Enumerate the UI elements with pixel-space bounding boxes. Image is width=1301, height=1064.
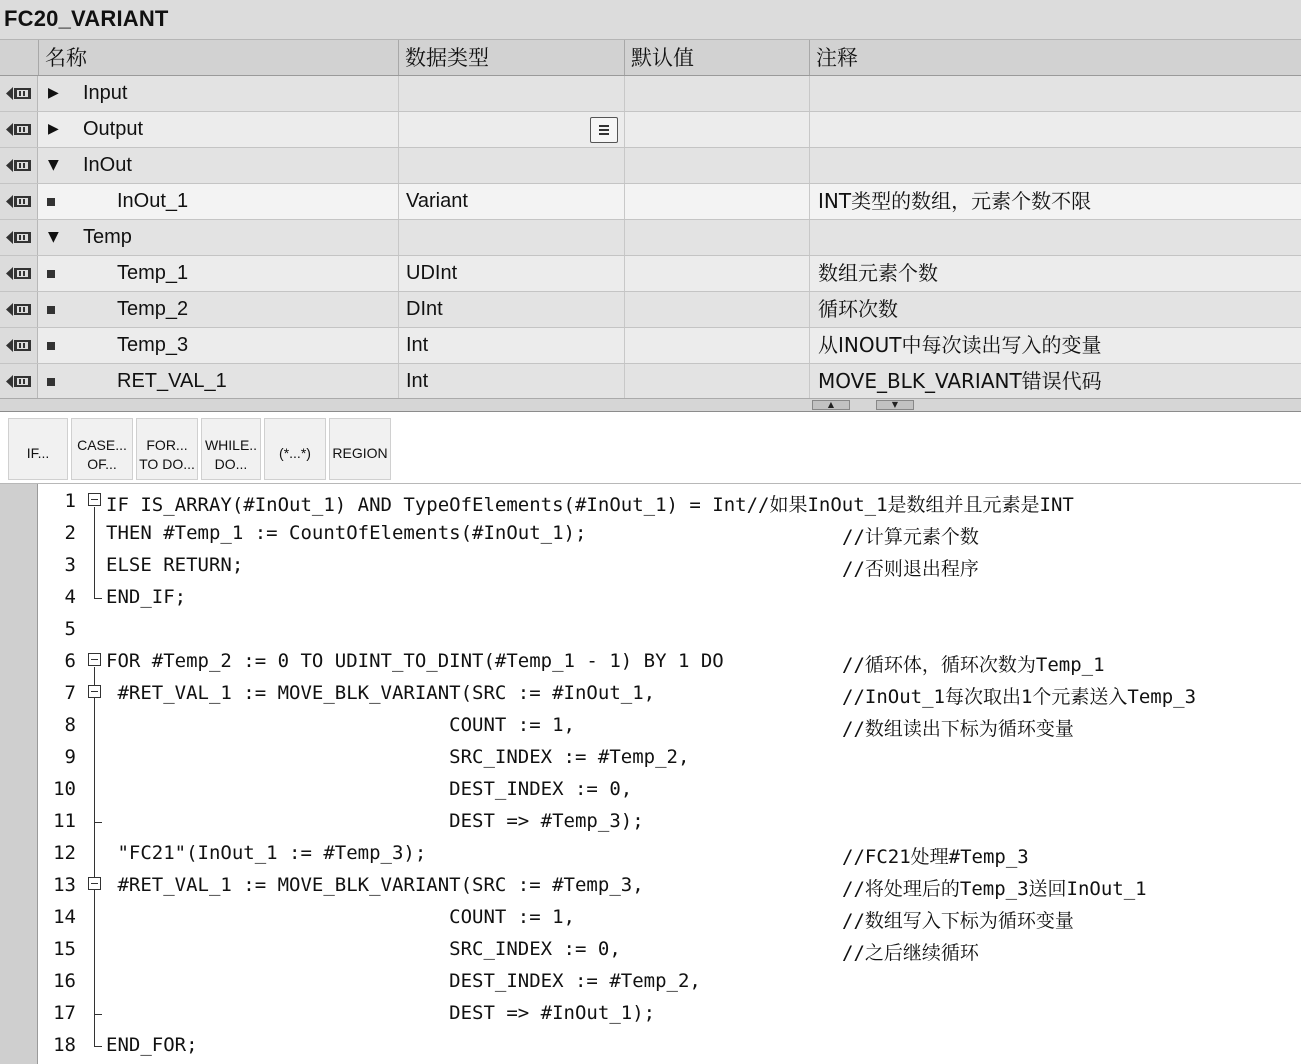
code-text[interactable]: DEST => #InOut_1);	[106, 1002, 656, 1024]
row-name[interactable]: Temp_1	[117, 262, 189, 284]
table-row[interactable]	[0, 292, 1301, 328]
code-line[interactable]	[0, 615, 1301, 647]
table-row[interactable]	[0, 328, 1301, 364]
code-text[interactable]: DEST_INDEX := 0,	[106, 778, 633, 800]
code-comment[interactable]: //否则退出程序	[842, 558, 979, 580]
row-comment[interactable]: 从INOUT中每次读出写入的变量	[809, 328, 1301, 363]
row-icon-cell	[0, 112, 38, 147]
pane-splitter[interactable]	[0, 398, 1301, 412]
insert-comment-button[interactable]	[264, 418, 326, 480]
data-type-picker-button[interactable]	[590, 117, 618, 143]
insert-case-button[interactable]	[71, 418, 133, 480]
code-line[interactable]	[0, 807, 1301, 839]
code-comment[interactable]: //数组读出下标为循环变量	[842, 718, 1074, 740]
row-default[interactable]	[624, 292, 809, 327]
line-number: 6	[64, 650, 76, 672]
insert-while-button[interactable]	[201, 418, 261, 480]
row-type[interactable]: Variant	[398, 184, 624, 219]
line-number: 18	[53, 1034, 76, 1056]
code-line[interactable]	[0, 967, 1301, 999]
code-line[interactable]	[0, 871, 1301, 903]
splitter-down-icon[interactable]: ▼	[876, 400, 914, 410]
row-name[interactable]: Output	[83, 118, 144, 140]
button-label: (*...*)	[279, 445, 311, 461]
row-name[interactable]: Temp_2	[117, 298, 189, 320]
expand-arrow-icon[interactable]: ▶	[48, 121, 59, 137]
insert-for-button[interactable]	[136, 418, 198, 480]
table-row[interactable]	[0, 76, 1301, 112]
row-name[interactable]: Temp	[83, 226, 132, 248]
code-line[interactable]	[0, 935, 1301, 967]
block-title: FC20_VARIANT	[4, 6, 169, 31]
code-text[interactable]: IF IS_ARRAY(#InOut_1) AND TypeOfElements(#InOut_1) = Int//如果InOut_1是数组并且元素是INT	[106, 494, 1074, 516]
row-name[interactable]: Input	[83, 82, 128, 104]
row-default[interactable]	[624, 220, 809, 255]
line-number: 7	[64, 682, 76, 704]
row-comment[interactable]	[809, 112, 1301, 147]
table-row[interactable]	[0, 220, 1301, 256]
button-label: IF...	[26, 445, 50, 461]
row-type[interactable]	[398, 148, 624, 183]
row-icon-cell	[0, 292, 38, 327]
line-number: 4	[64, 586, 76, 608]
code-line[interactable]	[0, 679, 1301, 711]
code-line[interactable]	[0, 743, 1301, 775]
parameter-icon	[6, 194, 32, 209]
code-line[interactable]	[0, 583, 1301, 615]
line-number: 17	[53, 1002, 76, 1024]
code-text[interactable]: #RET_VAL_1 := MOVE_BLK_VARIANT(SRC := #Temp_3,	[106, 874, 644, 896]
header-icon-column	[0, 40, 38, 75]
parameter-icon	[6, 302, 32, 317]
code-text[interactable]: END_IF;	[106, 586, 187, 608]
code-line[interactable]	[0, 903, 1301, 935]
code-line[interactable]	[0, 775, 1301, 807]
table-header	[0, 40, 1301, 76]
code-text[interactable]: END_FOR;	[106, 1034, 198, 1056]
line-number: 15	[53, 938, 76, 960]
table-row[interactable]	[0, 148, 1301, 184]
code-text[interactable]: COUNT := 1,	[106, 906, 575, 928]
row-comment[interactable]	[809, 76, 1301, 111]
row-comment[interactable]: 数组元素个数	[809, 256, 1301, 291]
insert-if-button[interactable]	[8, 418, 68, 480]
row-name[interactable]: InOut	[83, 154, 132, 176]
row-default[interactable]	[624, 364, 809, 399]
line-number: 13	[53, 874, 76, 896]
row-name[interactable]: RET_VAL_1	[117, 370, 227, 392]
row-icon-cell	[0, 328, 38, 363]
line-number: 5	[64, 618, 76, 640]
leaf-bullet-icon	[47, 342, 55, 350]
code-text[interactable]: DEST_INDEX := #Temp_2,	[106, 970, 701, 992]
header-name[interactable]: 名称	[38, 40, 398, 75]
row-type[interactable]: Int	[398, 364, 624, 399]
code-text[interactable]: "FC21"(InOut_1 := #Temp_3);	[106, 842, 427, 864]
leaf-bullet-icon	[47, 306, 55, 314]
row-type[interactable]: UDInt	[398, 256, 624, 291]
line-number: 2	[64, 522, 76, 544]
header-comment[interactable]: 注释	[809, 40, 1301, 75]
code-line[interactable]	[0, 1031, 1301, 1063]
button-label: CASE...	[77, 437, 127, 453]
line-number: 16	[53, 970, 76, 992]
row-comment[interactable]: 循环次数	[809, 292, 1301, 327]
header-default-value[interactable]: 默认值	[624, 40, 809, 75]
code-text[interactable]: ELSE RETURN;	[106, 554, 244, 576]
list-icon	[599, 125, 609, 127]
scl-code-editor[interactable]	[0, 484, 1301, 1064]
parameter-icon	[6, 86, 32, 101]
row-icon-cell	[0, 220, 38, 255]
row-comment[interactable]: MOVE_BLK_VARIANT错误代码	[809, 364, 1301, 399]
editor-title-bar	[0, 0, 1301, 40]
code-line[interactable]	[0, 647, 1301, 679]
row-icon-cell	[0, 148, 38, 183]
splitter-up-icon[interactable]: ▲	[812, 400, 850, 410]
button-label: WHILE..	[204, 437, 258, 453]
code-line[interactable]	[0, 839, 1301, 871]
code-text[interactable]: DEST => #Temp_3);	[106, 810, 644, 832]
code-comment[interactable]: //之后继续循环	[842, 942, 979, 964]
row-comment[interactable]	[809, 220, 1301, 255]
leaf-bullet-icon	[47, 198, 55, 206]
row-default[interactable]	[624, 256, 809, 291]
table-row[interactable]	[0, 256, 1301, 292]
code-text[interactable]: FOR #Temp_2 := 0 TO UDINT_TO_DINT(#Temp_1 - 1) BY 1 DO	[106, 650, 724, 672]
parameter-icon	[6, 338, 32, 353]
button-label: FOR...	[146, 437, 188, 453]
button-label: OF...	[87, 456, 117, 472]
code-comment[interactable]: //循环体，循环次数为Temp_1	[842, 654, 1105, 676]
row-type[interactable]	[398, 220, 624, 255]
row-default[interactable]	[624, 184, 809, 219]
button-label: DO...	[214, 456, 248, 472]
line-number: 3	[64, 554, 76, 576]
interface-table	[0, 40, 1301, 402]
row-default[interactable]	[624, 76, 809, 111]
code-comment[interactable]: //数组写入下标为循环变量	[842, 910, 1074, 932]
code-comment[interactable]: //计算元素个数	[842, 526, 979, 548]
code-comment[interactable]: //FC21处理#Temp_3	[842, 846, 1029, 868]
row-default[interactable]	[624, 112, 809, 147]
table-row[interactable]	[0, 184, 1301, 220]
line-number: 10	[53, 778, 76, 800]
expand-arrow-icon[interactable]: ▶	[48, 85, 59, 101]
code-line[interactable]	[0, 711, 1301, 743]
row-icon-cell	[0, 256, 38, 291]
code-text[interactable]: THEN #Temp_1 := CountOfElements(#InOut_1);	[106, 522, 587, 544]
collapse-arrow-icon[interactable]: ▼	[48, 157, 59, 173]
line-number: 14	[53, 906, 76, 928]
code-line[interactable]	[0, 519, 1301, 551]
code-line[interactable]	[0, 551, 1301, 583]
leaf-bullet-icon	[47, 270, 55, 278]
line-number: 12	[53, 842, 76, 864]
row-icon-cell	[0, 184, 38, 219]
table-row[interactable]	[0, 364, 1301, 400]
line-number: 1	[64, 490, 76, 512]
row-default[interactable]	[624, 148, 809, 183]
row-default[interactable]	[624, 328, 809, 363]
collapse-arrow-icon[interactable]: ▼	[48, 229, 59, 245]
code-text[interactable]: #RET_VAL_1 := MOVE_BLK_VARIANT(SRC := #InOut_1,	[106, 682, 656, 704]
parameter-icon	[6, 122, 32, 137]
row-type[interactable]: Int	[398, 328, 624, 363]
row-comment[interactable]	[809, 148, 1301, 183]
parameter-icon	[6, 230, 32, 245]
row-icon-cell	[0, 76, 38, 111]
header-data-type[interactable]: 数据类型	[398, 40, 624, 75]
parameter-icon	[6, 266, 32, 281]
code-text[interactable]: SRC_INDEX := #Temp_2,	[106, 746, 690, 768]
row-type[interactable]	[398, 76, 624, 111]
code-comment[interactable]: //将处理后的Temp_3送回InOut_1	[842, 878, 1147, 900]
table-row[interactable]	[0, 112, 1301, 148]
code-text[interactable]: SRC_INDEX := 0,	[106, 938, 621, 960]
button-label: REGION	[332, 445, 388, 461]
line-number: 9	[64, 746, 76, 768]
code-line[interactable]	[0, 999, 1301, 1031]
button-label: TO DO...	[139, 456, 195, 472]
line-number: 11	[53, 810, 76, 832]
row-name[interactable]: InOut_1	[117, 190, 189, 212]
scl-toolbar	[0, 412, 1301, 484]
code-comment[interactable]: //InOut_1每次取出1个元素送入Temp_3	[842, 686, 1197, 708]
leaf-bullet-icon	[47, 378, 55, 386]
row-comment[interactable]: INT类型的数组，元素个数不限	[809, 184, 1301, 219]
parameter-icon	[6, 374, 32, 389]
row-icon-cell	[0, 364, 38, 399]
parameter-icon	[6, 158, 32, 173]
line-number: 8	[64, 714, 76, 736]
code-text[interactable]: COUNT := 1,	[106, 714, 575, 736]
row-type[interactable]: DInt	[398, 292, 624, 327]
row-name[interactable]: Temp_3	[117, 334, 189, 356]
code-line[interactable]	[0, 487, 1301, 519]
insert-region-button[interactable]	[329, 418, 391, 480]
